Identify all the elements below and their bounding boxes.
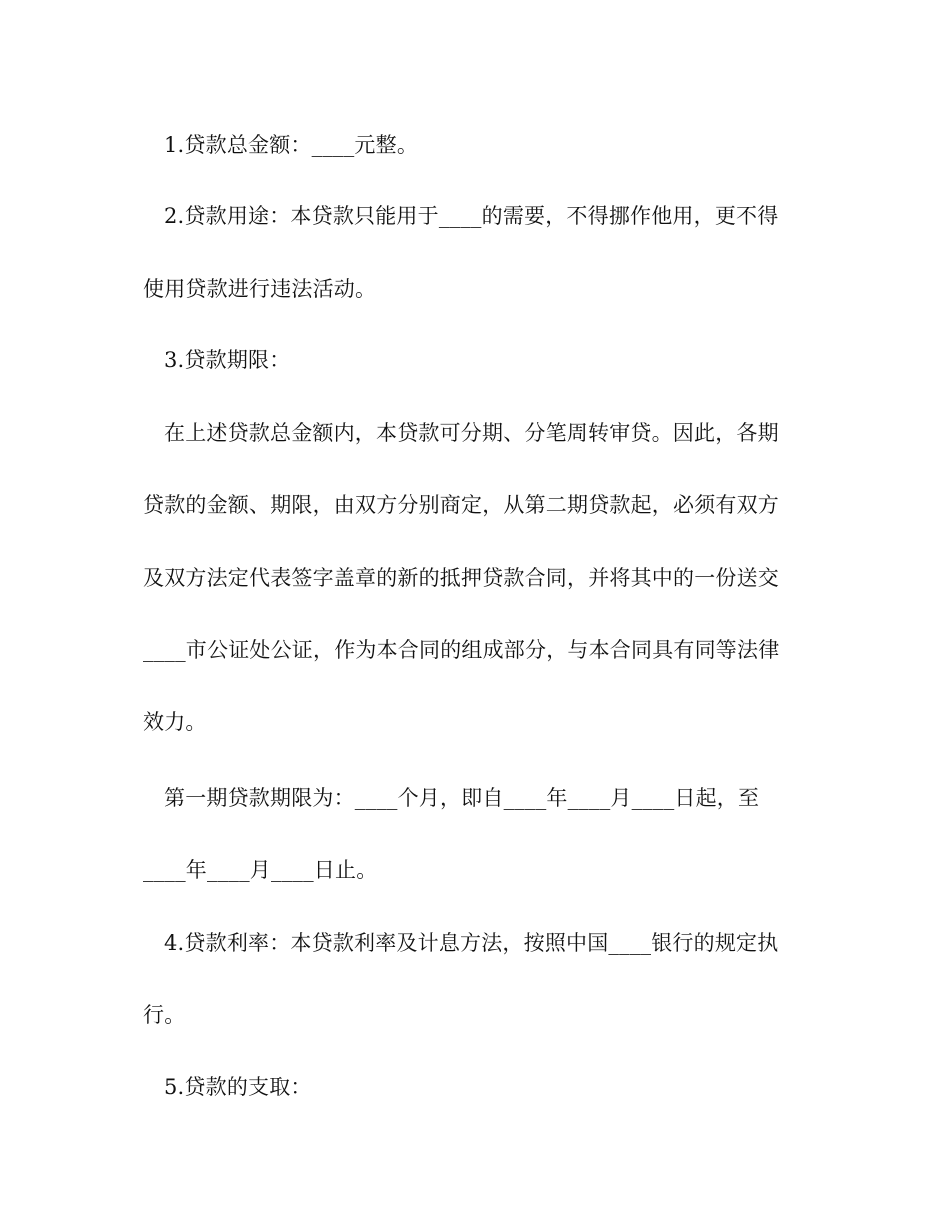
clause-2-loan-purpose-continued: 使用贷款进行违法活动。 bbox=[143, 277, 377, 301]
clause-3-loan-term-heading: 3.贷款期限： bbox=[164, 348, 291, 372]
clause-5-loan-withdrawal-heading: 5.贷款的支取： bbox=[164, 1075, 312, 1099]
clause-3-paragraph-line-5: 效力。 bbox=[143, 710, 207, 734]
clause-4-interest-rate-continued: 行。 bbox=[143, 1003, 186, 1027]
clause-3-paragraph-line-2: 贷款的金额、期限，由双方分别商定，从第二期贷款起，必须有双方 bbox=[143, 493, 779, 517]
first-period-term-line-1: 第一期贷款期限为：____个月，即自____年____月____日起，至 bbox=[164, 786, 760, 810]
clause-3-paragraph-line-4: ____市公证处公证，作为本合同的组成部分，与本合同具有同等法律 bbox=[143, 638, 780, 662]
clause-1-loan-amount: 1.贷款总金额：____元整。 bbox=[164, 133, 419, 157]
first-period-term-line-2: ____年____月____日止。 bbox=[143, 858, 378, 882]
clause-4-interest-rate: 4.贷款利率：本贷款利率及计息方法，按照中国____银行的规定执 bbox=[164, 931, 779, 955]
clause-3-paragraph-line-3: 及双方法定代表签字盖章的新的抵押贷款合同，并将其中的一份送交 bbox=[143, 566, 779, 590]
clause-2-loan-purpose: 2.贷款用途：本贷款只能用于____的需要，不得挪作他用，更不得 bbox=[164, 204, 779, 228]
clause-3-paragraph-line-1: 在上述贷款总金额内，本贷款可分期、分笔周转审贷。因此，各期 bbox=[164, 421, 779, 445]
